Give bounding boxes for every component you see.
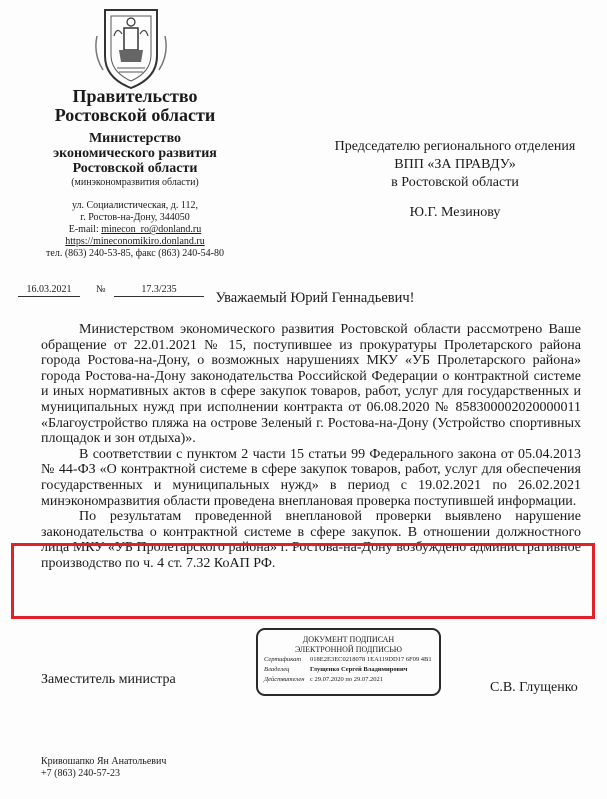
registration-number-label: № [96,284,106,295]
address-phones: тел. (863) 240-53-85, факс (863) 240-54-80 [46,248,224,259]
coat-of-arms-emblem [91,6,171,91]
ministry-address-block [35,200,235,260]
stamp-certificate: 018E2E3EC0218078 1EA119DD17 6F09 4B1 [310,656,432,663]
address-street: ул. Социалистическая, д. 112, [71,200,199,211]
greeting: Уважаемый Юрий Геннадьевич! [215,290,415,306]
executor-block [41,756,166,780]
signatory-name: С.В. Глущенко [490,680,578,695]
executor-name: Кривошапко Ян Анатольевич [41,756,167,767]
letter-body [41,322,581,572]
highlight-frame [11,543,595,619]
government-title: Правительство Ростовской области [54,86,216,125]
recipient-name: Ю.Г. Мезинову [409,205,501,220]
email-link[interactable]: minecon_ro@donland.ru [101,224,202,235]
electronic-signature-stamp: ДОКУМЕНТ ПОДПИСАН ЭЛЕКТРОННОЙ ПОДПИСЬЮ Сертификат 018E2E3EC0218078 1EA119DD17 6F09 4B1 Владелец Глущенко Сергей Владимирович Действителен с 29.07.2020 по 29.07.2021 [256,628,441,696]
registration-number: 17.3/235 [114,284,204,297]
signatory-position: Заместитель министра [41,672,176,687]
body-paragraph-highlighted: По результатам проведенной внеплановой проверки выявлено нарушение законодательства о контрактной системе в сфере закупок. В отношении должностного лица МКУ «УБ Пролетарского района» г. Ростова-на-Дону возбуждено административное производство по ч. 4 ст. 7.32 КоАП РФ. [41,509,581,571]
recipient-block: Председателю регионального отделения ВПП «ЗА ПРАВДУ» в Ростовской области [334,139,576,190]
ministry-short-name: (минэкономразвития области) [71,177,199,188]
address-email-line: E-mail: minecon_ro@donland.ru [68,224,202,235]
executor-phone: +7 (863) 240-57-23 [41,768,120,779]
body-paragraph: Министерством экономического развития Ростовской области рассмотрено Ваше обращение от 22.01.2021 № 15, поступившее из прокуратуры Пролетарского района города Ростова-на-Дону, о возможных нарушениях МКУ «УБ Пролетарского района» города Ростова-на-Дону законодательства Российской Федерации о контрактной системе и иных нормативных актов в сфере закупок товаров, работ, услуг для государственных и муниципальных нужд при исполнении контракта от 06.08.2020 № 858300002020000011 «Благоустройство пляжа на острове Зеленый г. Ростова-на-Дону (Устройство спортивных площадок и зон отдыха)». [41,322,581,447]
ministry-title: Министерство экономического развития Ростовской области (минэкономразвития области) [40,131,230,189]
stamp-owner: Глущенко Сергей Владимирович [310,666,408,673]
website-link[interactable]: https://mineconomikiro.donland.ru [65,236,205,247]
address-city: г. Ростов-на-Дону, 344050 [80,212,190,223]
stamp-validity: с 29.07.2020 по 29.07.2021 [310,676,383,683]
body-paragraph: В соответствии с пунктом 2 части 15 статьи 99 Федерального закона от 05.04.2013 № 44-ФЗ «О контрактной системе в сфере закупок товаров, работ, услуг для обеспечения государственных и муниципальных нужд» в период с 19.02.2021 по 26.02.2021 минэкономразвития области проведена внеплановая проверка поступившей информации. [41,446,581,509]
registration-date: 16.03.2021 [18,284,80,297]
